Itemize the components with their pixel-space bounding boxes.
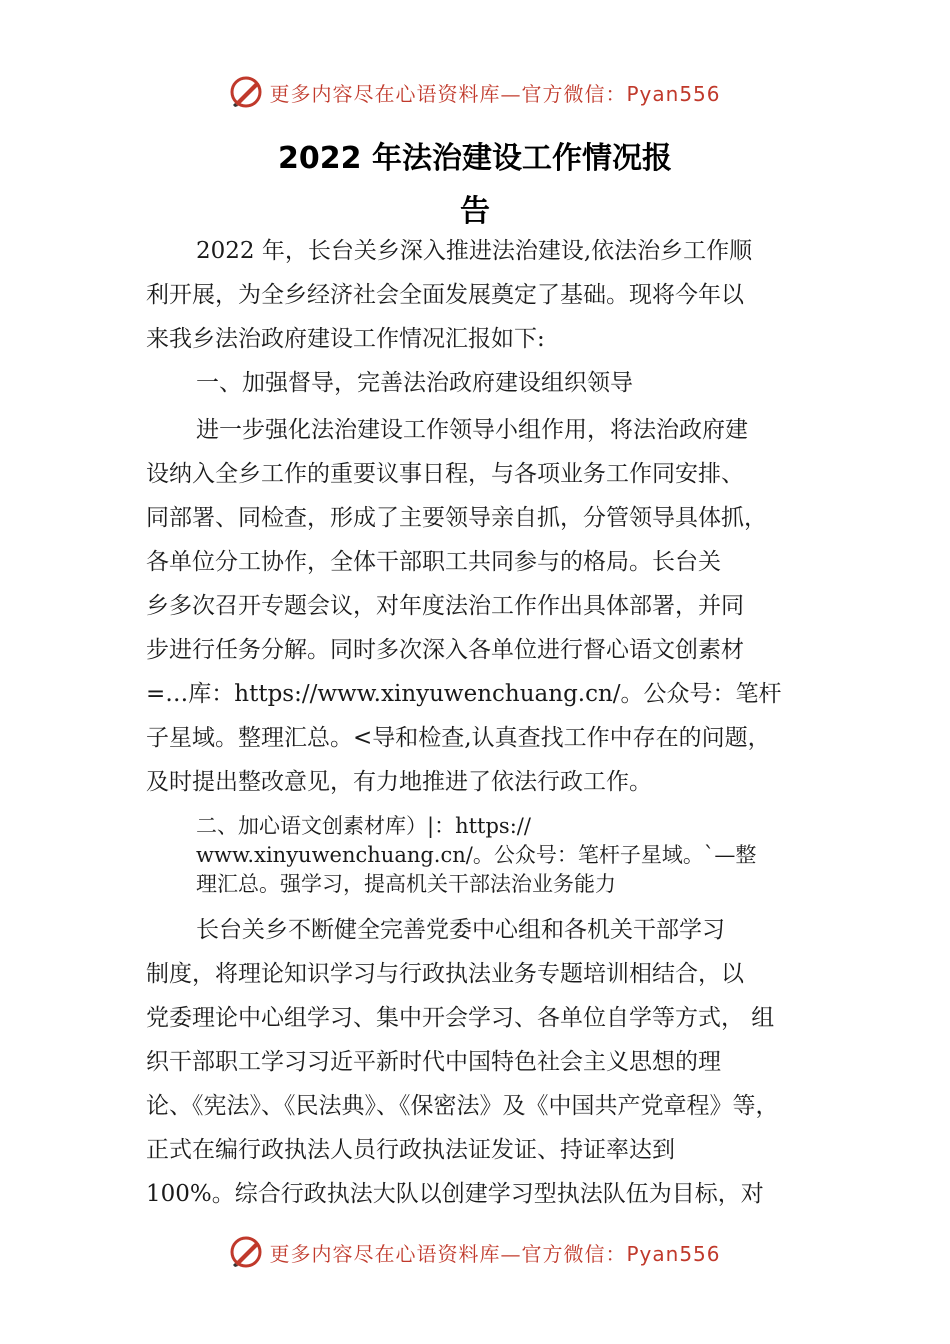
body-line: 步进行任务分解。同时多次深入各单位进行督心语文创素材 <box>146 637 744 663</box>
body-line: 乡多次召开专题会议，对年度法治工作作出具体部署，并同 <box>146 593 744 619</box>
body-line: 同部署、同检查，形成了主要领导亲自抓，分管领导具体抓， <box>146 505 767 531</box>
body-line: 制度，将理论知识学习与行政执法业务专题培训相结合，以 <box>146 961 744 987</box>
body-line: =…库：https://www.xinyuwenchuang.cn/。公众号：笔杆 <box>146 681 782 707</box>
body-line: 利开展，为全乡经济社会全面发展奠定了基础。现将今年以 <box>146 282 744 308</box>
body-line: 党委理论中心组学习、集中开会学习、各单位自学等方式， 组 <box>146 1005 775 1031</box>
body-line: 2022 年，长台关乡深入推进法治建设,依法治乡工作顺 <box>196 238 753 264</box>
body-line: 织干部职工学习习近平新时代中国特色社会主义思想的理 <box>146 1049 721 1075</box>
body-line: 及时提出整改意见，有力地推进了依法行政工作。 <box>146 769 652 795</box>
watermark-text: 更多内容尽在心语资料库—官方微信：Pyan556 <box>269 81 721 106</box>
body-line: 进一步强化法治建设工作领导小组作用，将法治政府建 <box>196 417 748 443</box>
section-heading-1: 一、加强督导，完善法治政府建设组织领导 <box>196 370 633 396</box>
document-title-line-1: 2022 年法治建设工作情况报 <box>278 141 672 176</box>
header-watermark <box>0 72 950 112</box>
body-line: 子星域。整理汇总。<导和检查,认真查找工作中存在的问题， <box>146 725 771 751</box>
footer-watermark <box>0 1232 950 1272</box>
watermark-text: 更多内容尽在心语资料库—官方微信：Pyan556 <box>269 1241 721 1266</box>
body-line: 论、《宪法》、《民法典》、《保密法》及《中国共产党章程》等， <box>146 1093 779 1119</box>
section-heading-2-cont: www.xinyuwenchuang.cn/。公众号：笔杆子星域。`—整 <box>196 843 757 867</box>
pen-logo-icon <box>229 75 263 109</box>
section-heading-2-cont: 理汇总。强学习，提高机关干部法治业务能力 <box>196 872 616 896</box>
body-line: 100%。综合行政执法大队以创建学习型执法队伍为目标，对 <box>146 1181 764 1207</box>
body-line: 来我乡法治政府建设工作情况汇报如下: <box>146 326 545 352</box>
body-line: 各单位分工协作，全体干部职工共同参与的格局。长台关 <box>146 549 721 575</box>
document-title-line-2: 告 <box>460 194 490 229</box>
body-line: 正式在编行政执法人员行政执法证发证、持证率达到 <box>146 1137 675 1163</box>
section-heading-2: 二、加心语文创素材库）|：https:// <box>196 814 531 838</box>
pen-logo-icon <box>229 1235 263 1269</box>
body-line: 设纳入全乡工作的重要议事日程，与各项业务工作同安排、 <box>146 461 744 487</box>
body-line: 长台关乡不断健全完善党委中心组和各机关干部学习 <box>196 917 725 943</box>
